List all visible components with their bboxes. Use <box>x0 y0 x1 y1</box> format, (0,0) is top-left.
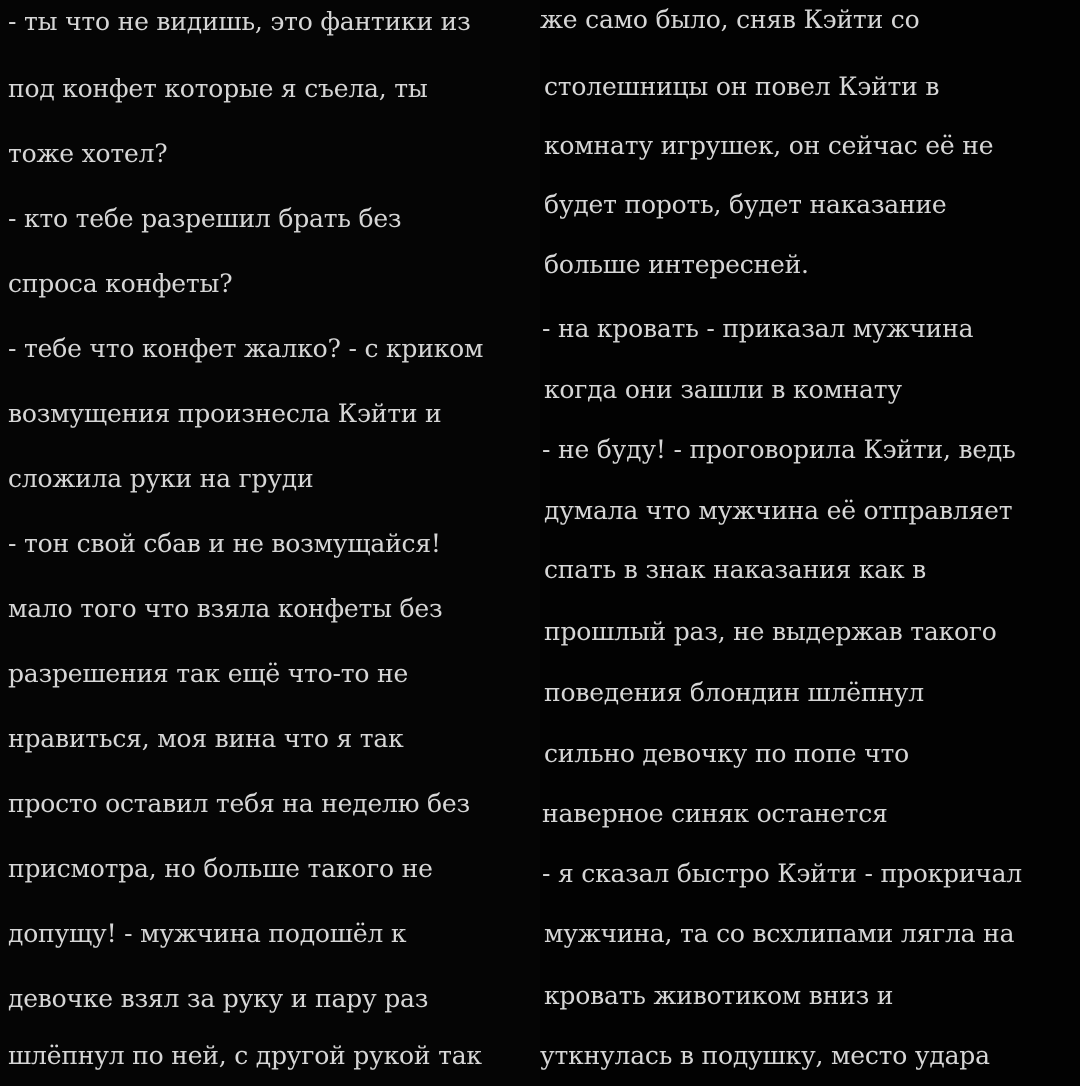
text-line: думала что мужчина её отправляет <box>544 496 1013 525</box>
text-line: тоже хотел? <box>8 139 168 168</box>
text-line: - кто тебе разрешил брать без <box>8 204 402 233</box>
text-line: спроса конфеты? <box>8 269 233 298</box>
text-line: нравиться, моя вина что я так <box>8 724 404 753</box>
text-line: шлёпнул по ней, с другой рукой так <box>8 1041 482 1070</box>
text-line: столешницы он повел Кэйти в <box>544 72 940 101</box>
text-line: возмущения произнесла Кэйти и <box>8 399 442 428</box>
text-line: прошлый раз, не выдержав такого <box>544 617 997 646</box>
text-line: разрешения так ещё что-то не <box>8 659 409 688</box>
text-line: девочке взял за руку и пару раз <box>8 984 429 1013</box>
text-line: комнату игрушек, он сейчас её не <box>544 131 994 160</box>
text-line: просто оставил тебя на неделю без <box>8 789 470 818</box>
text-line: мужчина, та со всхлипами лягла на <box>544 919 1015 948</box>
text-line: - на кровать - приказал мужчина <box>542 314 974 343</box>
text-line: кровать животиком вниз и <box>544 981 894 1010</box>
text-line: уткнулась в подушку, место удара <box>540 1041 990 1070</box>
text-line: - ты что не видишь, это фантики из <box>8 7 471 36</box>
text-line: мало того что взяла конфеты без <box>8 594 443 623</box>
text-line: - тебе что конфет жалко? - с криком <box>8 334 484 363</box>
text-line: спать в знак наказания как в <box>544 555 927 584</box>
text-line: больше интересней. <box>544 250 809 279</box>
text-line: же само было, сняв Кэйти со <box>540 5 920 34</box>
text-line: - не буду! - проговорила Кэйти, ведь <box>542 435 1016 464</box>
text-line: - тон свой сбав и не возмущайся! <box>8 529 441 558</box>
text-line: будет пороть, будет наказание <box>544 190 947 219</box>
text-line: допущу! - мужчина подошёл к <box>8 919 407 948</box>
text-line: - я сказал быстро Кэйти - прокричал <box>542 859 1022 888</box>
text-line: присмотра, но больше такого не <box>8 854 433 883</box>
text-line: сильно девочку по попе что <box>544 739 909 768</box>
text-line: когда они зашли в комнату <box>544 375 902 404</box>
text-line: сложила руки на груди <box>8 464 314 493</box>
text-line: поведения блондин шлёпнул <box>544 678 924 707</box>
text-line: под конфет которые я съела, ты <box>8 74 428 103</box>
text-line: наверное синяк останется <box>542 799 888 828</box>
right-text-column <box>540 0 1080 1086</box>
